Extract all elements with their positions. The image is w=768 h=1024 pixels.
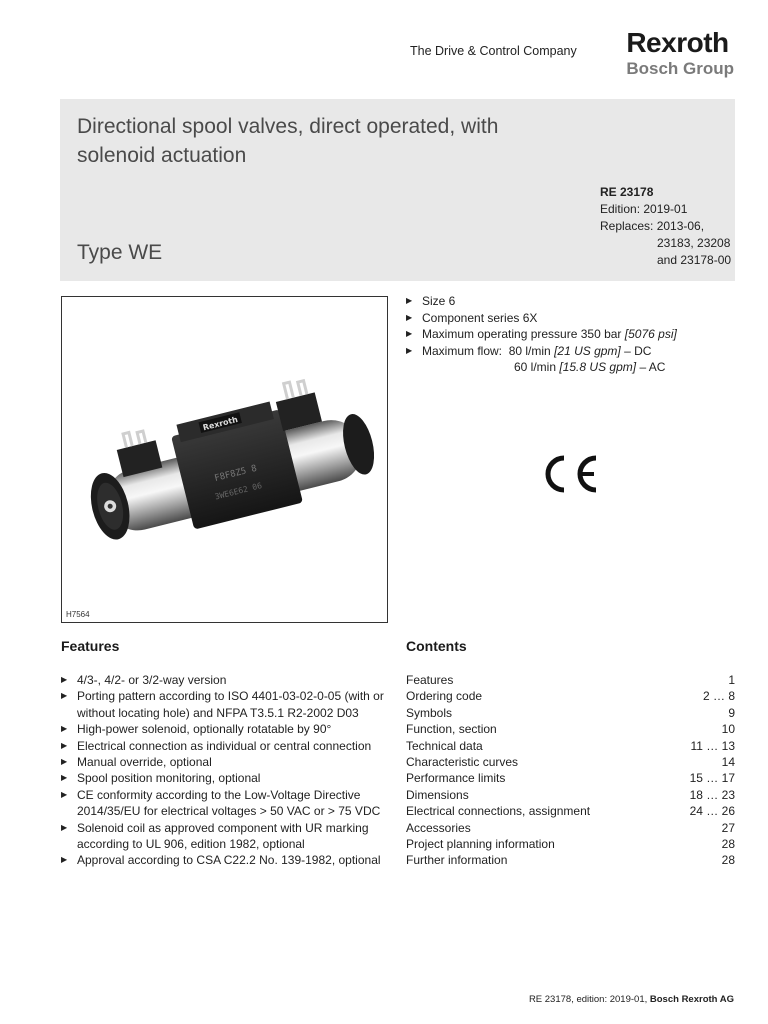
flow-ac-suffix: – AC	[639, 360, 666, 374]
contents-label: Electrical connections, assignment	[406, 804, 591, 819]
contents-row[interactable]	[406, 688, 735, 704]
contents-page: 27	[721, 820, 735, 835]
replaces-line-3: and 23178-00	[657, 253, 732, 267]
spec-series: ▶ Component series 6X	[406, 310, 677, 327]
brand-group: Bosch Group	[626, 59, 734, 78]
contents-label: Ordering code	[406, 689, 483, 704]
contents-page: 10	[721, 722, 735, 737]
flow-dc-value: 80 l/min	[508, 343, 551, 358]
page-footer	[529, 994, 734, 1005]
feature-item: ▶ High-power solenoid, optionally rotatable by 90°	[61, 721, 396, 737]
contents-page: 28	[721, 837, 735, 852]
nameplate-text: Rexroth	[201, 414, 239, 433]
edition: Edition: 2019-01	[600, 202, 688, 216]
spec-flow	[406, 343, 677, 360]
document-meta	[600, 184, 731, 269]
product-photo	[61, 296, 388, 623]
document-type: Type WE	[77, 241, 163, 264]
contents-row[interactable]	[406, 852, 735, 868]
flow-dc-gpm: [21 US gpm]	[554, 343, 621, 358]
feature-item: ▶ Approval according to CSA C22.2 No. 139-1982, optional	[61, 852, 396, 868]
contents-label: Symbols	[406, 705, 453, 720]
document-title: Directional spool valves, direct operated, with solenoid actuation	[77, 115, 499, 167]
feature-item: ▶ Electrical connection as individual or central connection	[61, 738, 396, 754]
contents-table	[406, 672, 735, 869]
feature-item: ▶ CE conformity according to the Low-Voltage Directive 2014/35/EU for electrical voltages > 50 VAC or > 75 VDC	[61, 787, 396, 820]
feature-item: ▶ 4/3-, 4/2- or 3/2-way version	[61, 672, 396, 688]
flow-ac-value: 60 l/min	[514, 360, 557, 374]
replaces-line-1: Replaces: 2013-06,	[600, 219, 705, 233]
contents-label: Technical data	[406, 738, 483, 753]
pressure-text: Maximum operating pressure 350 bar	[422, 327, 622, 341]
flow-label: Maximum flow:	[422, 343, 503, 358]
feature-item: ▶ Solenoid coil as approved component with UR marking according to UL 906, edition 1982, optional	[61, 820, 396, 853]
valve-illustration	[62, 297, 388, 623]
contents-label: Further information	[406, 853, 508, 868]
footer-left: RE 23178, edition: 2019-01,	[528, 994, 648, 1005]
contents-row[interactable]	[406, 738, 735, 754]
contents-page: 18 … 23	[689, 787, 735, 802]
spec-flow-ac	[406, 359, 677, 376]
contents-page: 28	[721, 853, 735, 868]
replaces-line-2: 23183, 23208	[657, 236, 731, 250]
contents-row[interactable]	[406, 705, 735, 721]
contents-page: 2 … 8	[702, 689, 735, 704]
contents-label: Performance limits	[406, 771, 506, 786]
brand-name: Rexroth	[626, 27, 729, 58]
contents-row[interactable]	[406, 787, 735, 803]
brand-logo	[626, 28, 734, 79]
contents-row[interactable]	[406, 672, 735, 688]
contents-page: 14	[721, 755, 735, 770]
contents-row[interactable]	[406, 820, 735, 836]
contents-label: Dimensions	[406, 787, 469, 802]
contents-row[interactable]	[406, 721, 735, 737]
flow-dc-suffix: – DC	[624, 343, 652, 358]
contents-page: 24 … 26	[689, 804, 735, 819]
contents-row[interactable]	[406, 770, 735, 786]
contents-page: 1	[728, 673, 735, 687]
contents-page: 11 … 13	[690, 738, 735, 753]
body-text-1: F8F8Z5 8	[213, 463, 258, 484]
body-text-2: 3WE6E62 06	[213, 481, 263, 502]
contents-label: Features	[406, 673, 454, 687]
re-number: RE 23178	[600, 185, 654, 199]
footer-right: Bosch Rexroth AG	[649, 994, 734, 1005]
ce-mark-icon	[540, 452, 600, 501]
contents-row[interactable]	[406, 754, 735, 770]
features-list	[61, 672, 396, 869]
flow-ac-gpm: [15.8 US gpm]	[559, 360, 637, 374]
contents-label: Function, section	[406, 722, 497, 737]
contents-page: 9	[728, 705, 735, 720]
spec-list	[406, 293, 677, 376]
spec-size: ▶ Size 6	[406, 293, 677, 310]
contents-row[interactable]	[406, 836, 735, 852]
feature-item: ▶ Spool position monitoring, optional	[61, 770, 396, 786]
contents-heading: Contents	[406, 638, 467, 654]
company-tagline: The Drive & Control Company	[410, 44, 577, 58]
spec-pressure	[406, 326, 677, 343]
pressure-psi: [5076 psi]	[624, 327, 677, 341]
features-heading: Features	[61, 638, 120, 654]
feature-item: ▶ Manual override, optional	[61, 754, 396, 770]
contents-page: 15 … 17	[689, 771, 735, 786]
photo-id: H7564	[66, 610, 90, 619]
contents-label: Characteristic curves	[406, 755, 519, 770]
contents-row[interactable]	[406, 803, 735, 819]
feature-item: ▶ Porting pattern according to ISO 4401-03-02-0-05 (with or without locating hole) and NFPA T3.5.1 R2-2002 D03	[61, 688, 396, 721]
contents-label: Project planning information	[406, 837, 555, 852]
contents-label: Accessories	[406, 820, 471, 835]
